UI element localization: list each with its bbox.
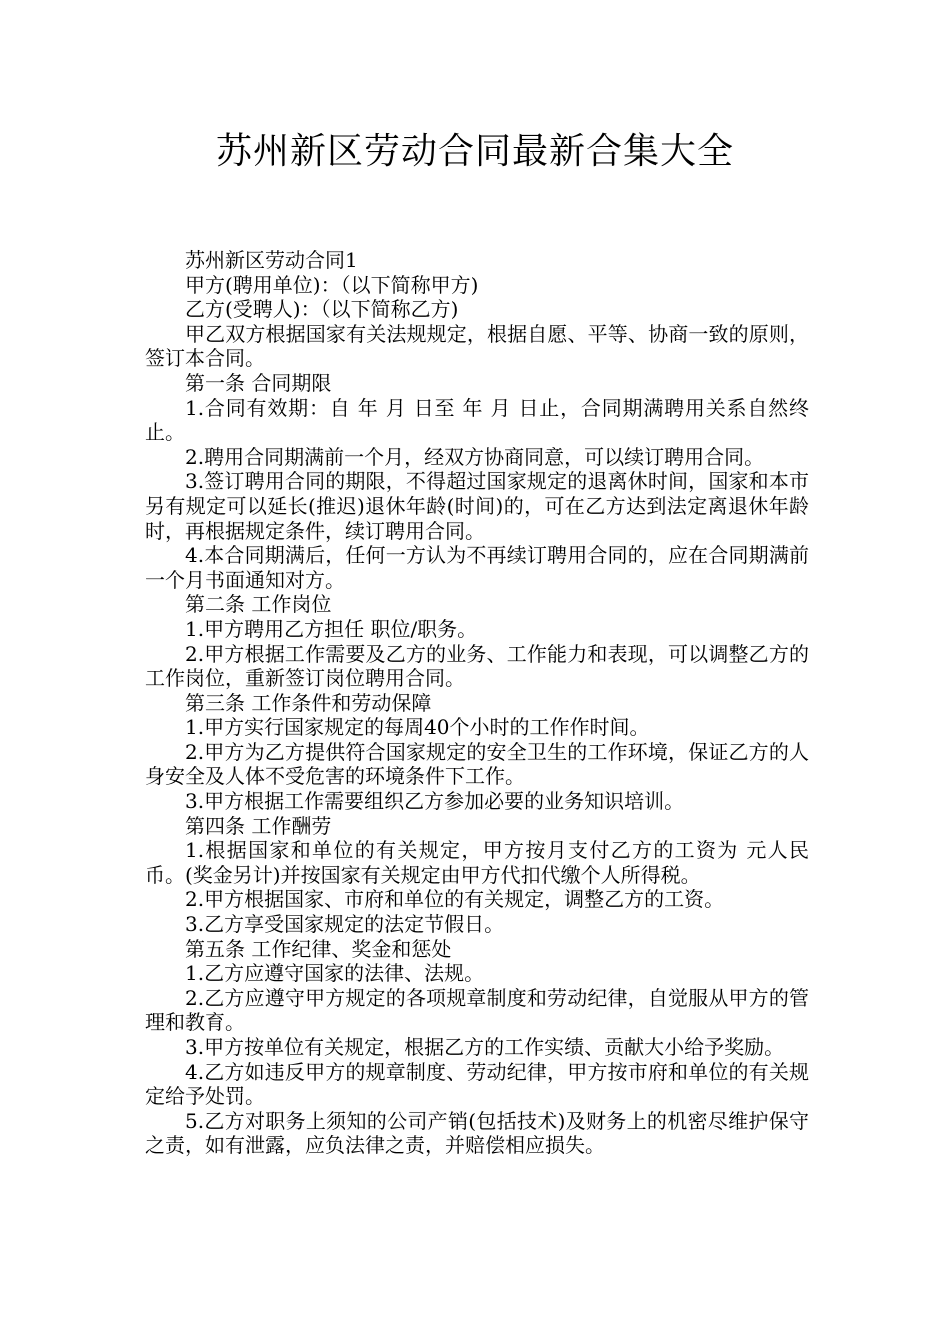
paragraph: 2.甲方为乙方提供符合国家规定的安全卫生的工作环境，保证乙方的人身安全及人体不受危害的环境条件下工作。 bbox=[145, 739, 809, 789]
section-heading: 第五条 工作纪律、奖金和惩处 bbox=[185, 936, 452, 961]
section-heading: 第三条 工作条件和劳动保障 bbox=[185, 690, 432, 715]
paragraph: 3.甲方按单位有关规定，根据乙方的工作实绩、贡献大小给予奖励。 bbox=[185, 1035, 785, 1059]
paragraph: 甲乙双方根据国家有关法规规定，根据自愿、平等、协商一致的原则，签订本合同。 bbox=[145, 321, 809, 371]
section-heading: 第一条 合同期限 bbox=[185, 370, 332, 395]
paragraph: 2.甲方根据工作需要及乙方的业务、工作能力和表现，可以调整乙方的工作岗位，重新签订岗位聘用合同。 bbox=[145, 641, 809, 691]
paragraph: 1.根据国家和单位的有关规定，甲方按月支付乙方的工资为 元人民币。(奖金另计)并按国家有关规定由甲方代扣代缴个人所得税。 bbox=[145, 838, 809, 887]
paragraph: 3.签订聘用合同的期限，不得超过国家规定的退离休时间，国家和本市另有规定可以延长(推迟)退休年龄(时间)的，可在乙方达到法定离退休年龄时，再根据规定条件，续订聘用合同。 bbox=[145, 469, 809, 543]
paragraph: 4.本合同期满后，任何一方认为不再续订聘用合同的，应在合同期满前一个月书面通知对方。 bbox=[145, 543, 809, 592]
paragraph: 乙方(受聘人)：（以下简称乙方) bbox=[185, 297, 459, 322]
document-title: 苏州新区劳动合同最新合集大全 bbox=[215, 131, 734, 172]
paragraph: 1.甲方聘用乙方担任 职位/职务。 bbox=[185, 616, 478, 641]
paragraph: 苏州新区劳动合同1 bbox=[185, 248, 358, 272]
section-heading: 第二条 工作岗位 bbox=[185, 592, 332, 617]
paragraph: 1.甲方实行国家规定的每周40个小时的工作作时间。 bbox=[185, 715, 650, 740]
paragraph: 2.聘用合同期满前一个月，经双方协商同意，可以续订聘用合同。 bbox=[185, 444, 765, 469]
paragraph: 3.甲方根据工作需要组织乙方参加必要的业务知识培训。 bbox=[185, 789, 685, 814]
section-heading: 第四条 工作酬劳 bbox=[185, 813, 332, 838]
document-body bbox=[145, 248, 809, 1158]
paragraph: 2.乙方应遵守甲方规定的各项规章制度和劳动纪律，自觉服从甲方的管理和教育。 bbox=[145, 985, 809, 1035]
paragraph: 4.乙方如违反甲方的规章制度、劳动纪律，甲方按市府和单位的有关规定给予处罚。 bbox=[145, 1059, 809, 1109]
paragraph: 5.乙方对职务上须知的公司产销(包括技术)及财务上的机密尽维护保守之责，如有泄露，应负法律之责，并赔偿相应损失。 bbox=[145, 1108, 809, 1158]
paragraph: 1.乙方应遵守国家的法律、法规。 bbox=[185, 961, 485, 986]
paragraph: 1.合同有效期：自 年 月 日至 年 月 日止，合同期满聘用关系自然终止。 bbox=[145, 395, 809, 445]
paragraph: 2.甲方根据国家、市府和单位的有关规定，调整乙方的工资。 bbox=[185, 887, 725, 912]
paragraph: 3.乙方享受国家规定的法定节假日。 bbox=[185, 912, 505, 937]
paragraph: 甲方(聘用单位)：（以下简称甲方) bbox=[185, 272, 479, 297]
